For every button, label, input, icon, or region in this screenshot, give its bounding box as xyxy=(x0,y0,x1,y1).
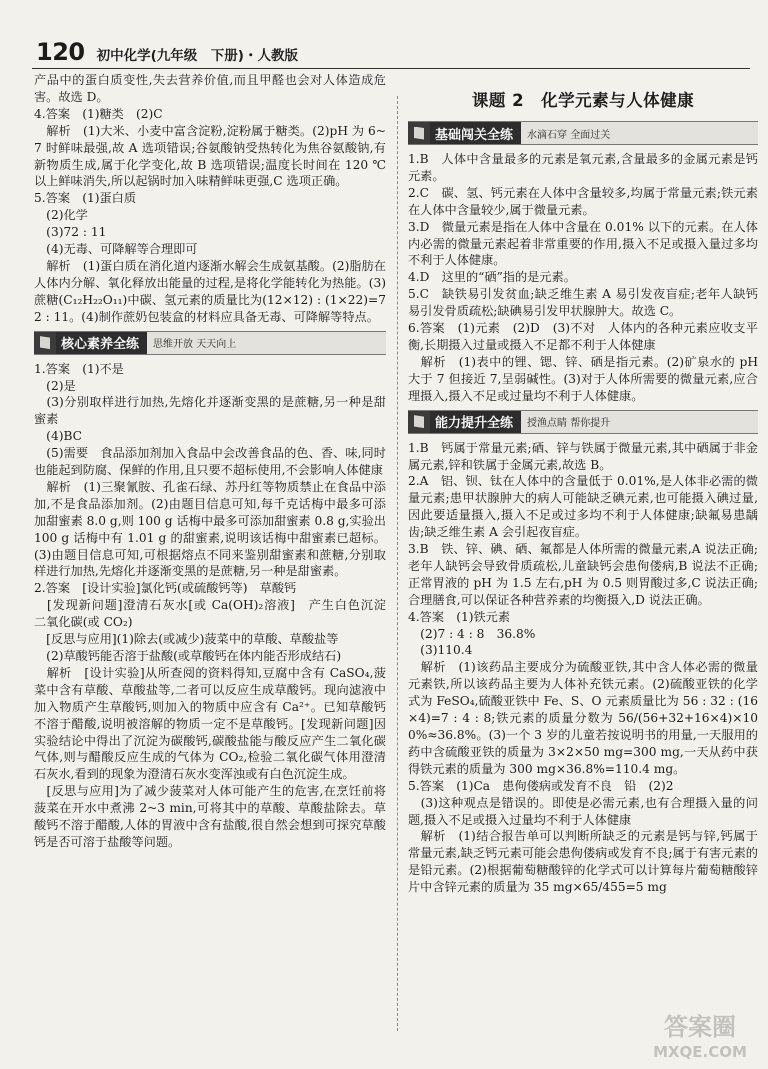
header-rule xyxy=(32,68,750,69)
answer-text: 解析 (1)蛋白质在消化道内逐渐水解会生成氨基酸。(2)脂肪在人体内分解、氧化释放出能量的过程,是将化学能转化为热能。(3)蔗糖(C₁₂H₂₂O₁₁)中碳、氢元素的质量比为(12×12) : (1×22)=72 : 11。(4)制作蔗奶包装盒的材料应具备无毒、可降解等特点。 xyxy=(34,258,386,324)
book-icon xyxy=(408,122,430,144)
answer-text: (3)这种观点是错误的。即使是必需元素,也有合理摄入量的问题,摄入不足或摄入过量均不利于人体健康 xyxy=(408,795,758,827)
band-title: 基础闯关全练 xyxy=(430,122,521,144)
answer-text: [发现新问题]澄清石灰水[或 Ca(OH)₂溶液] 产生白色沉淀 二氧化碳(或 CO₂) xyxy=(34,598,399,630)
band-subtitle: 授渔点睛 帮你提升 xyxy=(527,418,611,430)
answer-text: 1.答案 (1)不是 xyxy=(34,361,124,376)
answer-text: 5.C 缺铁易引发贫血;缺乏维生素 A 易引发夜盲症;老年人缺钙易引发骨质疏松;缺碘易引发甲状腺肿大。故选 C。 xyxy=(408,287,758,319)
answer-text: (4)BC xyxy=(34,429,82,444)
band-subtitle: 水滴石穿 全面过关 xyxy=(527,129,611,141)
watermark-logo xyxy=(640,1005,760,1063)
section-title: 课题 2 化学元素与人体健康 xyxy=(471,91,695,110)
answer-text: 4.答案 (1)糖类 (2)C xyxy=(34,106,163,121)
section-band-ability xyxy=(408,410,758,434)
answer-text: 1.B 人体中含量最多的元素是氧元素,含量最多的金属元素是钙元素。 xyxy=(408,152,758,183)
answer-text: 2.答案 [设计实验]氯化钙(或硫酸钙等) 草酸钙 xyxy=(34,581,297,596)
answer-text: [反思与应用]为了减少菠菜对人体可能产生的危害,在烹饪前将菠菜在开水中煮沸 2~3 min,可将其中的草酸、草酸盐除去。草酸钙不溶于醋酸,人体的胃液中含有盐酸,很自然会想到可探究草酸钙是否可溶于盐酸等问题。 xyxy=(34,784,386,849)
right-column xyxy=(408,72,762,896)
answer-text: 5.答案 (1)Ca 患佝偻病或发育不良 铅 (2)2 xyxy=(408,778,674,793)
answer-text: 3.B 铁、锌、碘、硒、氟都是人体所需的微量元素,A 说法正确;老年人缺钙会导致骨质疏松,儿童缺钙会患佝偻病,B 说法不正确;正常胃液的 pH 为 1.5 左右,pH 为 0.5 则胃酸过多,C 说法正确;合理膳食,可以保证各种营养素的均衡摄入,D 说法正确。 xyxy=(408,542,758,607)
answer-text: (2)7 : 4 : 8 36.8% xyxy=(408,626,536,641)
section-band-basic xyxy=(408,121,758,145)
answer-text: 解析 (1)该药品主要成分为硫酸亚铁,其中含人体必需的微量元素铁,所以该药品主要为人体补充铁元素。(2)硫酸亚铁的化学式为 FeSO₄,硫酸亚铁中 Fe、S、O 元素质量比为 56 : 32 : (16×4)=7 : 4 : 8;铁元素的质量分数为 56/(56+32+16×4)×100%≈36.8%。(3)一个 3 岁的儿童若按说明书的用量,一天服用的药中含硫酸亚铁的质量为 3×2×50 mg=300 mg,一天从药中获得铁元素的质量为 300 mg×36.8%=110.4 mg。 xyxy=(408,660,758,776)
answer-text: 6.答案 (1)元素 (2)D (3)不对 人体内的各种元素应收支平衡,长期摄入过量或摄入不足都不利于人体健康 xyxy=(408,321,758,352)
watermark-line2: MXQE.COM xyxy=(653,1043,747,1061)
answer-text: (2)草酸钙能否溶于盐酸(或草酸钙在体内能否形成结石) xyxy=(34,649,342,663)
answer-text: 4.答案 (1)铁元素 xyxy=(408,609,511,624)
band-title: 能力提升全练 xyxy=(430,411,521,433)
answer-text: 解析 (1)结合报告单可以判断所缺乏的元素是钙与锌,钙属于常量元素,缺乏钙元素可能会患佝偻病或发育不良;属于有害元素的是铅元素。(2)根据葡萄糖酸锌的化学式可以计算每片葡萄糖酸锌片中含锌元素的质量为 35 mg×65/455=5 mg xyxy=(408,829,758,895)
book-icon xyxy=(34,332,56,354)
answer-text: 2.C 碳、氢、钙元素在人体中含量较多,均属于常量元素;铁元素在人体中含量较少,属于微量元素。 xyxy=(408,185,758,217)
answer-text: 4.D 这里的“硒”指的是元素。 xyxy=(408,270,576,285)
answer-text: 解析 [设计实验]从所查阅的资料得知,豆腐中含有 CaSO₄,菠菜中含有草酸、草酸盐等,二者可以反应生成草酸钙。现向滤液中加入物质产生草酸钙,则加入的物质中应含有 Ca²⁺。已知草酸钙不溶于醋酸,说明被溶解的物质一定不是草酸钙。[发现新问题]因实验结论中得出了沉淀为碳酸钙,碳酸盐能与酸反应产生二氧化碳气体,则与醋酸反应生成的气体为 CO₂,检验二氧化碳气体用澄清石灰水,看到的现象为澄清石灰水变浑浊或有白色沉淀生成。 xyxy=(34,665,386,782)
answer-text: 5.答案 (1)蛋白质 xyxy=(34,191,137,206)
band-title: 核心素养全练 xyxy=(56,332,147,354)
answer-text: 1.B 钙属于常量元素;硒、锌与铁属于微量元素,其中硒属于非金属元素,锌和铁属于金属元素,故选 B。 xyxy=(408,440,758,472)
answer-text: (4)无毒、可降解等合理即可 xyxy=(34,242,198,257)
answer-text: 解析 (1)大米、小麦中富含淀粉,淀粉属于糖类。(2)pH 为 6~7 时鲜味最强,故 A 选项错误;谷氨酸钠受热转化为焦谷氨酸钠,有新物质生成,属于化学变化,故 B 选项错误;温度长时间在 120 ℃以上鲜味消失,所以起锅时加入味精鲜味更强,C 选项正确。 xyxy=(34,123,386,189)
answer-text: 解析 (1)表中的锂、锶、锌、硒是指元素。(2)矿泉水的 pH 大于 7 但接近 7,呈弱碱性。(3)对于人体所需要的微量元素,应合理摄入,摄入不足或过量均不利于人体健康。 xyxy=(408,354,762,403)
column-divider xyxy=(397,96,398,1031)
left-column xyxy=(34,72,399,851)
answer-text: 2.A 铝、钡、钛在人体中的含量低于 0.01%,是人体非必需的微量元素;患甲状腺肿大的病人可能缺乏碘元素,也可能摄入碘过量,因此要适量摄入,摄入不足或过多均不利于人体健康;缺氟易患龋齿;缺乏维生素 A 会引起夜盲症。 xyxy=(408,474,758,540)
answer-text: 解析 (1)三聚氰胺、孔雀石绿、苏丹红等物质禁止在食品中添加,不是食品添加剂。(2)由题目信息可知,每千克话梅中最多可添加甜蜜素 8.0 g,则 100 g 话梅中最多可添加甜蜜素 0.8 g,实验出 100 g 话梅中有 1.01 g 的甜蜜素,说明该话梅中甜蜜素已超标。(3)由题目信息可知,可根据熔点不同来鉴别甜蜜素和蔗糖,分别取样进行加热,先熔化并逐渐变黑的是蔗糖,另一种是甜蜜素。 xyxy=(34,479,390,579)
book-title: 初中化学(九年级 下册)・人教版 xyxy=(96,48,298,64)
watermark-line1: 答案圈 xyxy=(664,1013,736,1041)
book-icon xyxy=(408,411,430,433)
answer-text: (5)需要 食品添加剂加入食品中会改善食品的色、香、味,同时也能起到防腐、保鲜的作用,且只要不超标使用,不会影响人体健康 xyxy=(34,446,386,478)
page-header xyxy=(36,38,298,64)
answer-text: [反思与应用](1)除去(或减少)菠菜中的草酸、草酸盐等 xyxy=(34,632,339,647)
answer-text: (2)是 xyxy=(34,378,76,393)
answer-text: 3.D 微量元素是指在人体中含量在 0.01% 以下的元素。在人体内必需的微量元素起着非常重要的作用,摄入不足或摄入量过多均不利于人体健康。 xyxy=(408,219,758,268)
band-subtitle: 思维开放 天天向上 xyxy=(153,339,237,351)
answer-text: 产品中的蛋白质变性,失去营养价值,而且甲醛也会对人体造成危害。故选 D。 xyxy=(34,73,386,104)
answer-text: (3)分别取样进行加热,先熔化并逐渐变黑的是蔗糖,另一种是甜蜜素 xyxy=(34,395,386,427)
page-number: 120 xyxy=(36,38,85,66)
answer-text: (3)72 : 11 xyxy=(34,225,107,240)
section-band-core xyxy=(34,331,386,355)
answer-text: (2)化学 xyxy=(34,208,88,223)
answer-text: (3)110.4 xyxy=(408,643,473,658)
